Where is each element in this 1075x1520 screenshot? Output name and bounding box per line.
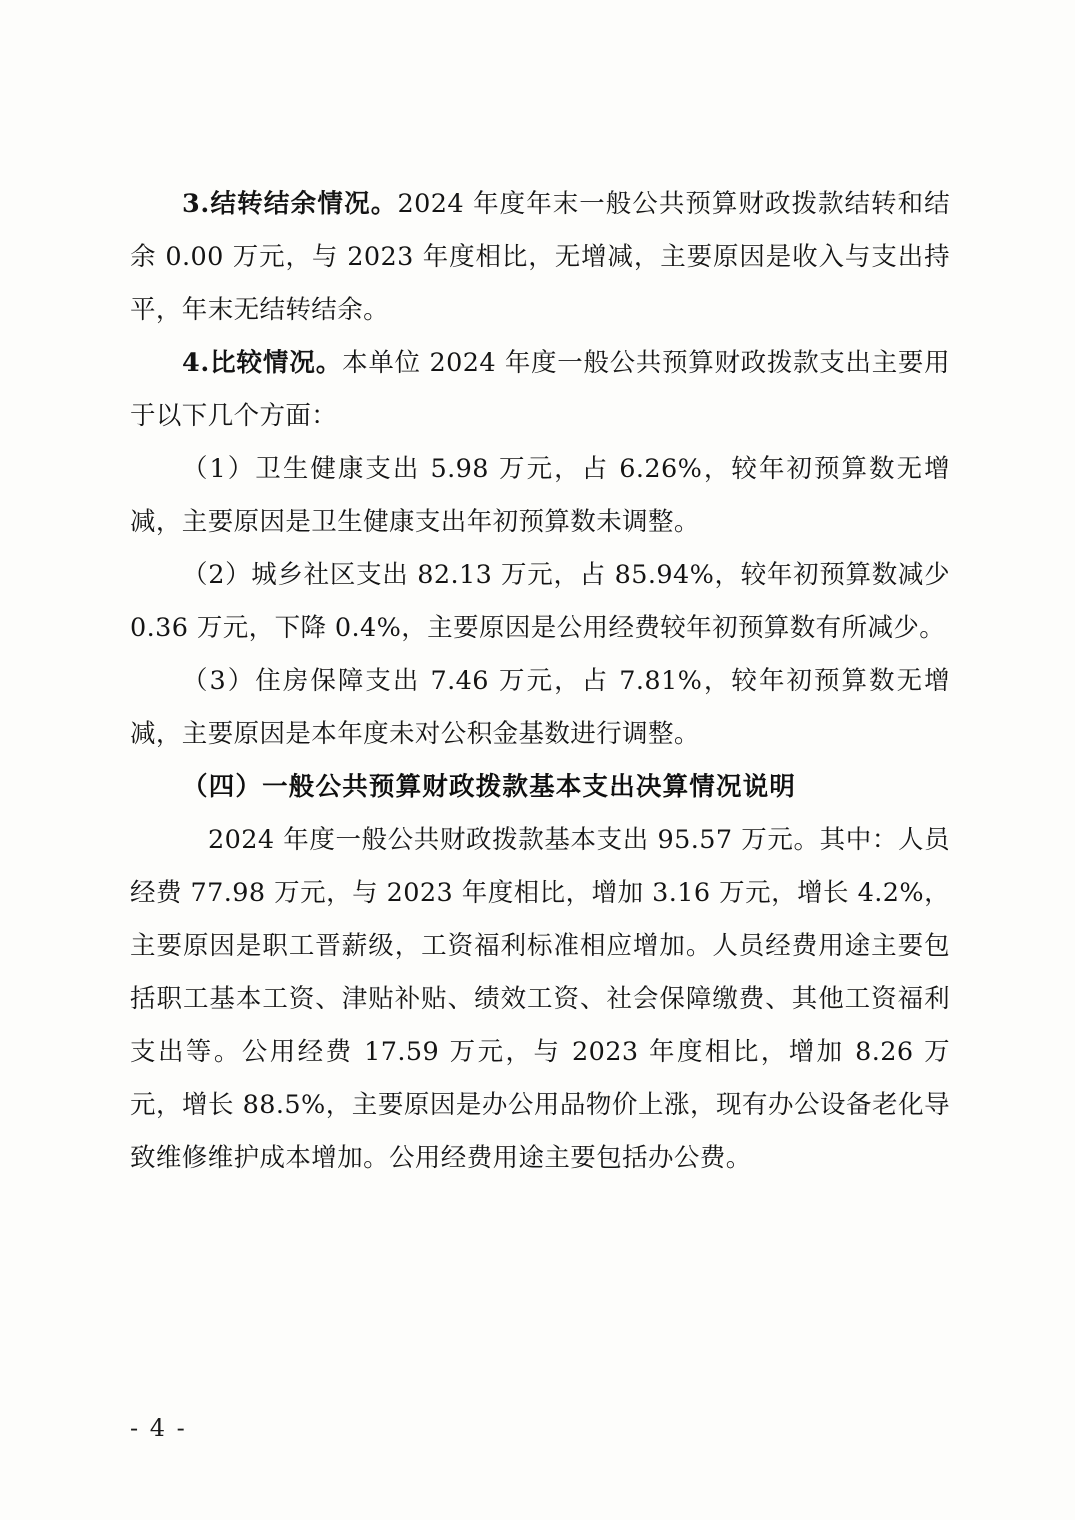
section-heading: （四）一般公共预算财政拨款基本支出决算情况说明 — [182, 772, 797, 802]
paragraph-carryover — [130, 178, 950, 337]
paragraph-comparison-lead: 4.比较情况。 — [182, 348, 343, 378]
paragraph-item-2: （2）城乡社区支出 82.13 万元，占 85.94%，较年初预算数减少 0.36 万元，下降 0.4%，主要原因是公用经费较年初预算数有所减少。 — [130, 560, 950, 643]
paragraph-carryover-text: 2024 年度年末一般公共预算财政拨款结转和结余 0.00 万元，与 2023 年度相比，无增减，主要原因是收入与支出持平，年末无结转结余。 — [130, 189, 950, 325]
paragraph-carryover-lead: 3.结转结余情况。 — [182, 189, 398, 219]
document-body — [130, 178, 950, 1185]
paragraph-comparison — [130, 337, 950, 443]
paragraph-basic-expenditure: 2024 年度一般公共财政拨款基本支出 95.57 万元。其中：人员经费 77.98 万元，与 2023 年度相比，增加 3.16 万元，增长 4.2%，主要原因是职工晋薪级，工资福利标准相应增加。人员经费用途主要包括职工基本工资、津贴补贴、绩效工资、社会保障缴费、其他工资福利支出等。公用经费 17.59 万元，与 2023 年度相比，增加 8.26 万元，增长 88.5%，主要原因是办公用品物价上涨，现有办公设备老化导致维修维护成本增加。公用经费用途主要包括办公费。 — [130, 825, 950, 1173]
page-number: - 4 - — [130, 1414, 187, 1442]
paragraph-item-3: （3）住房保障支出 7.46 万元，占 7.81%，较年初预算数无增减，主要原因是本年度未对公积金基数进行调整。 — [130, 666, 950, 749]
paragraph-comparison-text: 本单位 2024 年度一般公共预算财政拨款支出主要用于以下几个方面： — [130, 348, 950, 431]
paragraph-item-1: （1）卫生健康支出 5.98 万元，占 6.26%，较年初预算数无增减，主要原因是卫生健康支出年初预算数未调整。 — [130, 454, 950, 537]
